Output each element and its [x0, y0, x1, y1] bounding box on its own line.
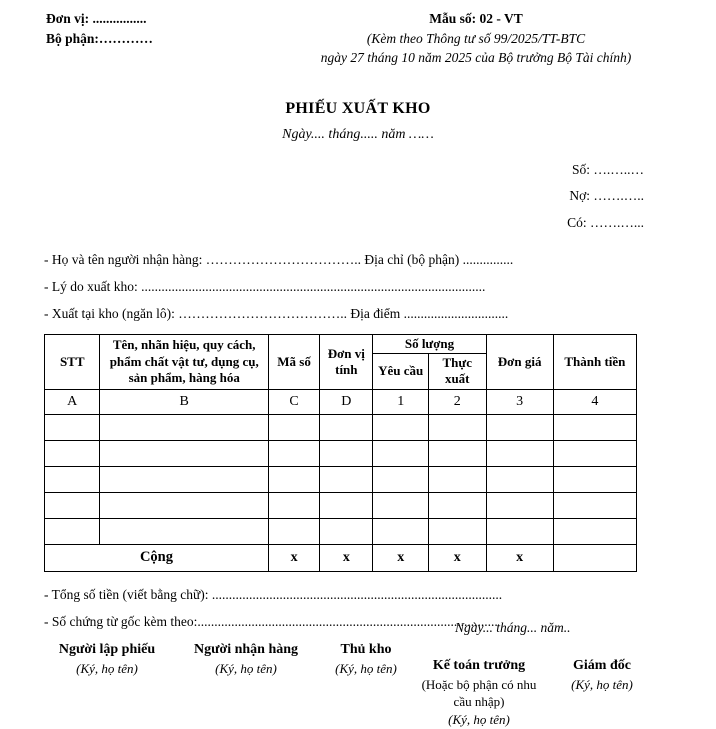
- signature-note: (Hoặc bộ phận có nhu cầu nhập): [421, 676, 537, 710]
- signature-role: Giám đốc: [573, 658, 631, 673]
- cell-price[interactable]: [486, 466, 553, 492]
- letter-d: D: [320, 389, 373, 414]
- table-row[interactable]: [45, 440, 637, 466]
- goods-table-wrap: [0, 334, 716, 572]
- info-line-warehouse: - Xuất tại kho (ngăn lô): ……………………………….. Địa điểm ...............................: [44, 305, 509, 321]
- reference-co: Có: …….…...: [567, 214, 644, 230]
- table-letter-row: [45, 389, 637, 414]
- total-mark-qty-required: x: [373, 544, 428, 571]
- cell-qty-actual[interactable]: [428, 440, 486, 466]
- cell-stt[interactable]: [45, 440, 100, 466]
- total-mark-price: x: [486, 544, 553, 571]
- info-line-reason: - Lý do xuất kho: ......................................................................................................: [44, 278, 486, 294]
- signature-column-director: [547, 657, 657, 693]
- th-price: Đơn giá: [486, 334, 553, 389]
- signature-sub: (Ký, họ tên): [215, 660, 277, 676]
- unit-block: [46, 9, 153, 48]
- th-unit: Đơn vị tính: [320, 334, 373, 389]
- reference-so: Số: ….…..…: [571, 162, 644, 177]
- th-code: Mã số: [268, 334, 319, 389]
- cell-stt[interactable]: [45, 492, 100, 518]
- cell-qty-required[interactable]: [373, 518, 428, 544]
- form-number: Mẫu số: 02 - VT: [429, 11, 523, 26]
- goods-table-head: [45, 334, 637, 389]
- cell-name[interactable]: [100, 440, 269, 466]
- title-block: [0, 100, 716, 143]
- th-name: Tên, nhãn hiệu, quy cách, phẩm chất vật tư, dụng cụ, sản phẩm, hàng hóa: [100, 334, 269, 389]
- cell-unit[interactable]: [320, 492, 373, 518]
- letter-4: 4: [553, 389, 636, 414]
- signature-role: Thủ kho: [340, 642, 392, 657]
- signature-date-line: Ngày... tháng... năm..: [455, 620, 571, 635]
- cell-price[interactable]: [486, 518, 553, 544]
- bottom-line-total-words: - Tổng số tiền (viết bằng chữ): ......................................................................................: [44, 586, 503, 602]
- signature-column-receiver: [177, 641, 315, 677]
- cell-unit[interactable]: [320, 466, 373, 492]
- cell-name[interactable]: [100, 518, 269, 544]
- cell-qty-required[interactable]: [373, 440, 428, 466]
- cell-code[interactable]: [268, 518, 319, 544]
- th-stt: STT: [45, 334, 100, 389]
- cell-amount[interactable]: [553, 466, 636, 492]
- cell-price[interactable]: [486, 414, 553, 440]
- letter-a: A: [45, 389, 100, 414]
- page-title: PHIẾU XUẤT KHO: [285, 100, 431, 117]
- decree-line-2: ngày 27 tháng 10 năm 2025 của Bộ trưởng Bộ Tài chính): [320, 50, 632, 66]
- table-header-row-1: [45, 334, 637, 353]
- cell-amount[interactable]: [553, 492, 636, 518]
- cell-price[interactable]: [486, 440, 553, 466]
- cell-qty-required[interactable]: [373, 492, 428, 518]
- table-row[interactable]: [45, 414, 637, 440]
- cell-qty-required[interactable]: [373, 466, 428, 492]
- signature-sub: (Ký, họ tên): [76, 660, 138, 676]
- signature-role: Người lập phiếu: [58, 642, 156, 657]
- th-amount: Thành tiền: [553, 334, 636, 389]
- table-row[interactable]: [45, 518, 637, 544]
- goods-table-body: [45, 389, 637, 571]
- total-mark-unit: x: [320, 544, 373, 571]
- total-label: Cộng: [45, 544, 269, 571]
- letter-c: C: [268, 389, 319, 414]
- cell-name[interactable]: [100, 414, 269, 440]
- cell-name[interactable]: [100, 466, 269, 492]
- unit-field: Đơn vị: ................: [46, 11, 147, 26]
- info-lines-block: [0, 246, 716, 327]
- cell-name[interactable]: [100, 492, 269, 518]
- cell-unit[interactable]: [320, 414, 373, 440]
- table-total-row: [45, 544, 637, 571]
- th-quantity-actual: Thực xuất: [428, 354, 486, 390]
- table-row[interactable]: [45, 492, 637, 518]
- total-amount: [553, 544, 636, 571]
- signature-block: [0, 641, 716, 727]
- letter-2: 2: [428, 389, 486, 414]
- cell-code[interactable]: [268, 440, 319, 466]
- info-line-receiver: - Họ và tên người nhận hàng: …………………………….. Địa chỉ (bộ phận) ...............: [44, 251, 514, 267]
- signature-role: Người nhận hàng: [193, 642, 299, 657]
- cell-price[interactable]: [486, 492, 553, 518]
- signature-column-storekeeper: [316, 641, 416, 677]
- form-reference-block: [278, 9, 674, 68]
- cell-qty-required[interactable]: [373, 414, 428, 440]
- cell-qty-actual[interactable]: [428, 414, 486, 440]
- letter-3: 3: [486, 389, 553, 414]
- bottom-line-attachments: - Số chứng từ gốc kèm theo:.........................................................................................: [44, 614, 498, 630]
- cell-qty-actual[interactable]: [428, 492, 486, 518]
- cell-stt[interactable]: [45, 414, 100, 440]
- cell-code[interactable]: [268, 414, 319, 440]
- table-row[interactable]: [45, 466, 637, 492]
- decree-line-1: (Kèm theo Thông tư số 99/2025/TT-BTC: [366, 30, 586, 46]
- cell-amount[interactable]: [553, 518, 636, 544]
- reference-no: Nợ: …….…..: [569, 188, 644, 204]
- signature-role: Kế toán trưởng: [432, 658, 526, 673]
- cell-unit[interactable]: [320, 440, 373, 466]
- signature-column-preparer: [42, 641, 172, 677]
- cell-amount[interactable]: [553, 440, 636, 466]
- cell-code[interactable]: [268, 466, 319, 492]
- total-mark-code: x: [268, 544, 319, 571]
- document-date-line: Ngày.... tháng..... năm ……: [282, 127, 434, 142]
- cell-stt[interactable]: [45, 518, 100, 544]
- total-mark-qty-actual: x: [428, 544, 486, 571]
- th-quantity: Số lượng: [373, 334, 486, 353]
- cell-qty-actual[interactable]: [428, 518, 486, 544]
- reference-numbers-block: [0, 157, 716, 236]
- th-quantity-required: Yêu cầu: [373, 354, 428, 390]
- document-header: [0, 0, 716, 86]
- bottom-lines-block: [0, 581, 716, 636]
- cell-code[interactable]: [268, 492, 319, 518]
- signature-sub: (Ký, họ tên): [335, 660, 397, 676]
- cell-stt[interactable]: [45, 466, 100, 492]
- signature-sub: (Ký, họ tên): [448, 711, 510, 727]
- letter-b: B: [100, 389, 269, 414]
- cell-amount[interactable]: [553, 414, 636, 440]
- cell-unit[interactable]: [320, 518, 373, 544]
- letter-1: 1: [373, 389, 428, 414]
- department-field: Bộ phận:…………: [46, 30, 153, 46]
- cell-qty-actual[interactable]: [428, 466, 486, 492]
- goods-table: [44, 334, 637, 572]
- signature-sub: (Ký, họ tên): [571, 676, 633, 692]
